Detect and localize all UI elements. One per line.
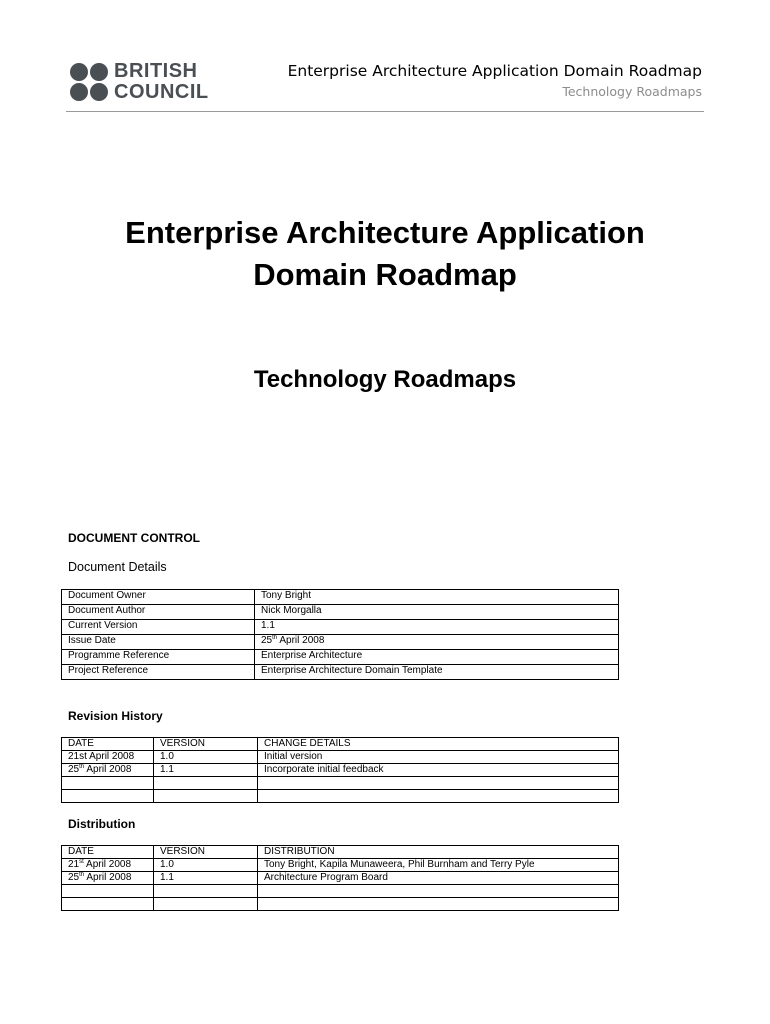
date-suffix: th [79,872,85,878]
details-label-cell: Project Reference [62,665,255,680]
empty-cell [62,777,154,790]
details-value-cell: 1.1 [255,620,619,635]
table-row [62,635,619,650]
document-control-heading: DOCUMENT CONTROL [68,531,200,545]
details-label-cell: Programme Reference [62,650,255,665]
british-council-logo [70,61,220,105]
date-day: 21 [68,859,80,870]
date-rest: April 2008 [83,859,132,870]
header-title: Enterprise Architecture Application Domain Roadmap [287,62,702,80]
header-subtitle: Technology Roadmaps [562,84,702,99]
empty-cell [154,790,258,803]
column-header-version [154,738,258,751]
details-label-cell: Document Owner [62,590,255,605]
empty-cell [62,790,154,803]
document-details-table [61,589,619,680]
empty-cell [62,898,154,911]
column-header-text: DATE [68,738,94,749]
table-row-empty [62,777,619,790]
date-rest: April 2008 [277,635,325,646]
logo-dots-icon [70,63,110,103]
empty-cell [154,777,258,790]
empty-cell [62,885,154,898]
column-header-text: DATE [68,846,94,857]
details-value-cell: Enterprise Architecture [255,650,619,665]
date-day: 25 [68,764,80,775]
distribution-heading: Distribution [68,817,136,831]
table-row [62,665,619,680]
date-day: 25 [261,635,273,646]
revision-version-cell: 1.1 [154,764,258,777]
date-suffix: th [79,764,85,770]
header-divider [66,111,704,112]
details-value-cell [255,635,619,650]
column-header-distribution [258,846,619,859]
distribution-list-cell: Tony Bright, Kapila Munaweera, Phil Burnham and Terry Pyle [258,859,619,872]
table-row-empty [62,885,619,898]
empty-cell [258,777,619,790]
distribution-version-cell: 1.1 [154,872,258,885]
distribution-version-cell: 1.0 [154,859,258,872]
details-value-cell: Tony Bright [255,590,619,605]
revision-date-cell: 21st April 2008 [62,751,154,764]
details-value-cell: Nick Morgalla [255,605,619,620]
date-suffix: st [79,859,84,865]
distribution-date-cell [62,872,154,885]
date-rest: April 2008 [84,872,132,883]
table-row [62,620,619,635]
document-title-line-1: Enterprise Architecture Application [125,215,645,250]
empty-cell [258,898,619,911]
table-row [62,590,619,605]
revision-details-cell: Incorporate initial feedback [258,764,619,777]
logo-line-2: COUNCIL [114,81,209,103]
details-label-cell: Document Author [62,605,255,620]
distribution-list-cell: Architecture Program Board [258,872,619,885]
details-label-cell: Issue Date [62,635,255,650]
table-row [62,738,619,751]
table-row [62,872,619,885]
column-header-date [62,846,154,859]
table-row [62,764,619,777]
column-header-version [154,846,258,859]
table-row [62,650,619,665]
empty-cell [258,790,619,803]
table-row-empty [62,898,619,911]
details-value-cell: Enterprise Architecture Domain Template [255,665,619,680]
revision-details-cell: Initial version [258,751,619,764]
column-header-date [62,738,154,751]
table-row [62,859,619,872]
table-row [62,846,619,859]
column-header-change-details [258,738,619,751]
table-row-empty [62,790,619,803]
revision-history-heading: Revision History [68,709,163,723]
details-label-cell: Current Version [62,620,255,635]
empty-cell [258,885,619,898]
column-header-text: DISTRIBUTION [264,846,335,857]
column-header-text: CHANGE DETAILS [264,738,351,749]
document-details-label: Document Details [68,560,167,574]
logo-line-1: BRITISH [114,60,198,82]
empty-cell [154,885,258,898]
distribution-table [61,845,619,911]
document-title-line-2: Domain Roadmap [253,257,517,292]
empty-cell [154,898,258,911]
table-row [62,605,619,620]
column-header-text: VERSION [160,738,206,749]
document-subtitle: Technology Roadmaps [253,366,517,393]
revision-history-table [61,737,619,803]
document-title [60,212,710,296]
table-row [62,751,619,764]
date-rest: April 2008 [84,764,132,775]
logo-text [114,61,209,103]
date-suffix: th [272,635,278,641]
date-day: 25 [68,872,80,883]
revision-version-cell: 1.0 [154,751,258,764]
distribution-date-cell [62,859,154,872]
revision-date-cell [62,764,154,777]
column-header-text: VERSION [160,846,206,857]
